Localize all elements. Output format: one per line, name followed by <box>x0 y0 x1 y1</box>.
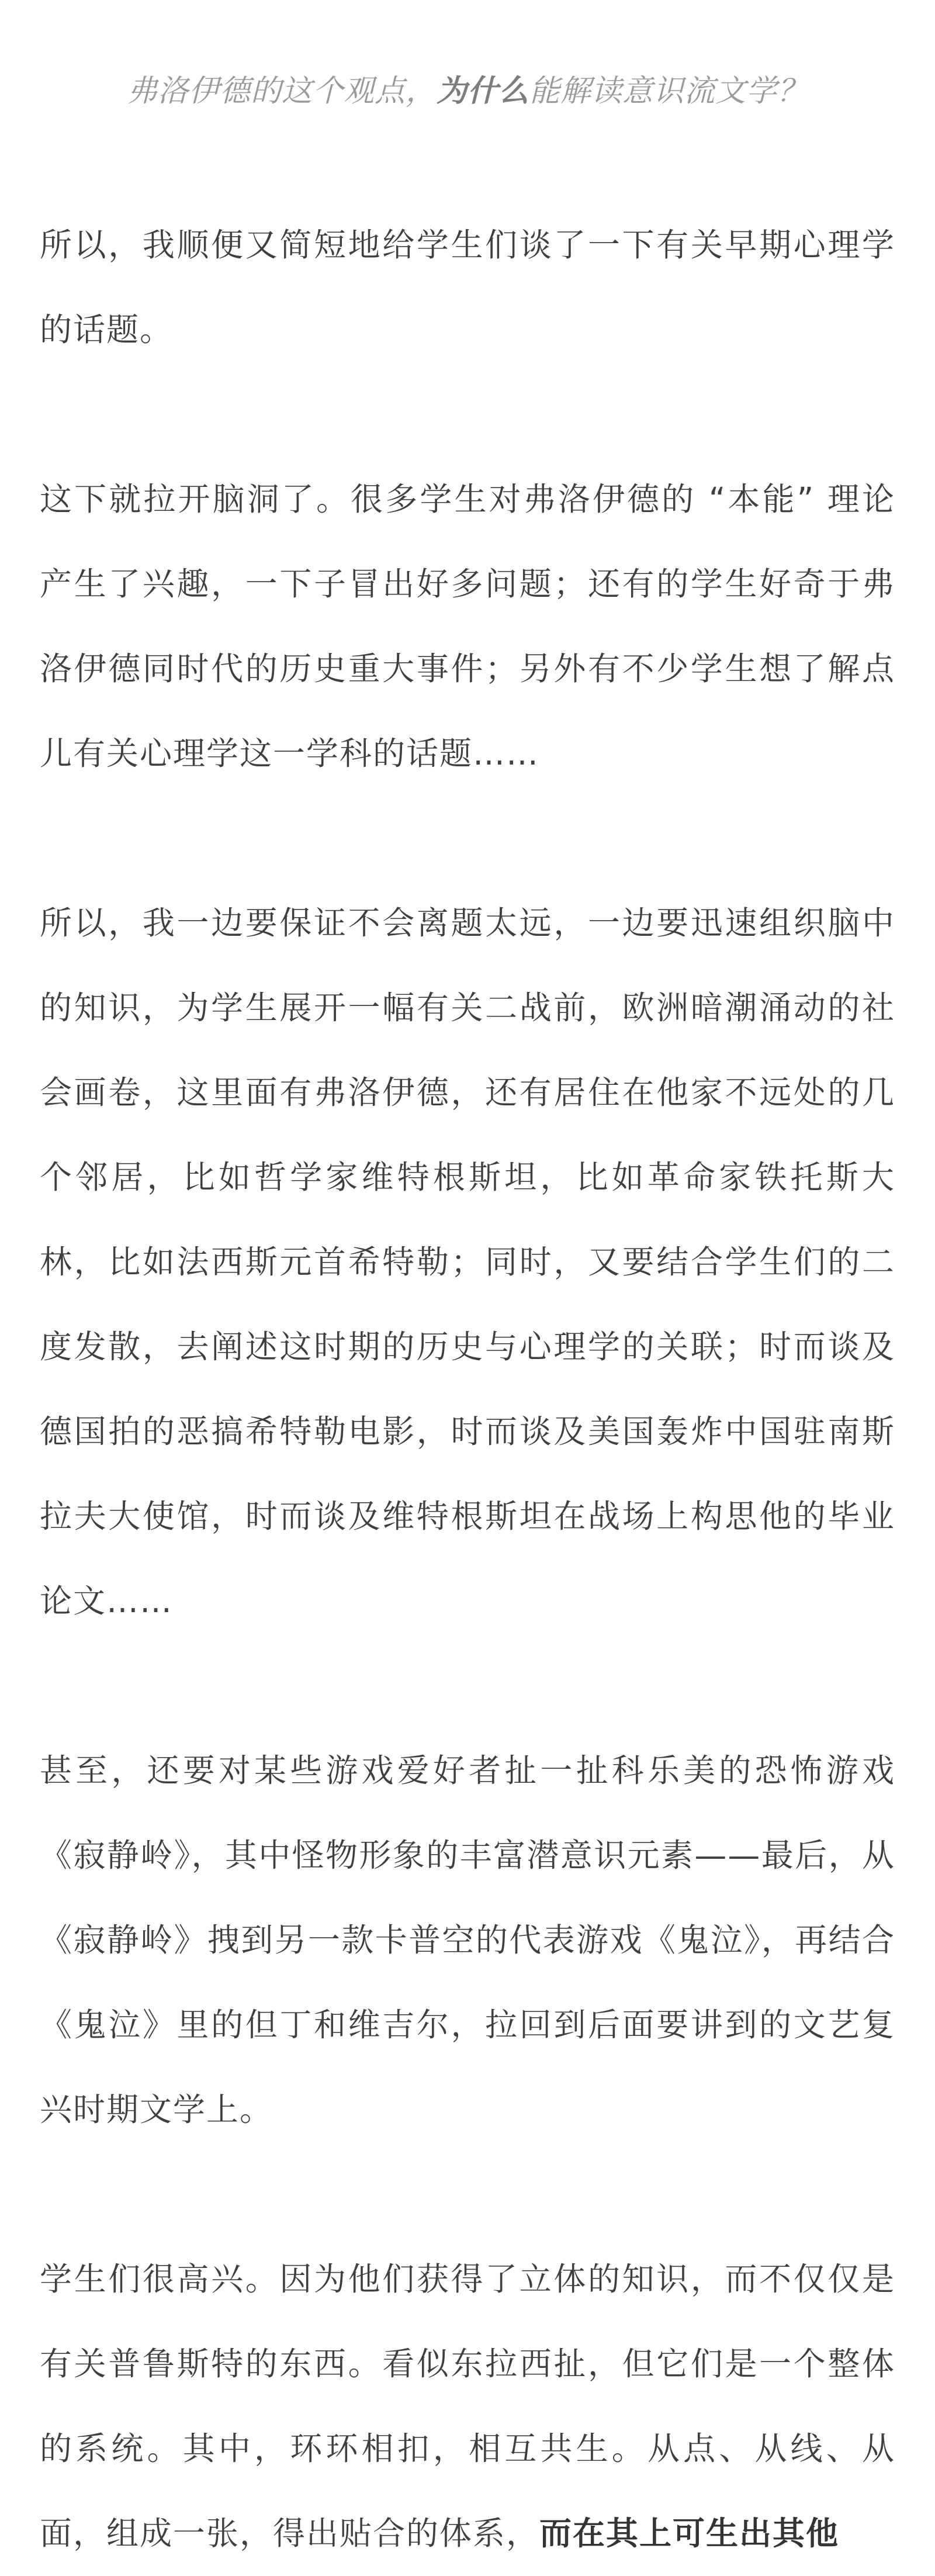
article-body <box>40 0 895 2576</box>
caption-text-end: 能解读意识流文学？ <box>529 74 809 109</box>
image-caption <box>40 70 895 112</box>
paragraph-historical-context: 所以，我一边要保证不会离题太远，一边要迅速组织脑中的知识，为学生展开一幅有关二战前，欧洲暗潮涌动的社会画卷，这里面有弗洛伊德，还有居住在他家不远处的几个邻居，比如哲学家维特根斯坦，比如革命家铁托斯大林，比如法西斯元首希特勒；同时，又要结合学生们的二度发散，去阐述这时期的历史与心理学的关联；时而谈及德国拍的恶搞希特勒电影，时而谈及美国轰炸中国驻南斯拉夫大使馆，时而谈及维特根斯坦在战场上构思他的毕业论文…… <box>40 904 895 1620</box>
conclusion-text: 学生们很高兴。因为他们获得了立体的知识，而不仅仅是有关普鲁斯特的东西。看似东拉西扯，但它们是一个整体的系统。其中，环环相扣，相互共生。从点、从线、从面，组成一张，得出贴合的体系， <box>40 2260 895 2552</box>
caption-text-start: 弗洛伊德的这个观点， <box>126 74 437 109</box>
paragraph-student-curiosity: 这下就拉开脑洞了。很多学生对弗洛伊德的 “本能” 理论产生了兴趣，一下子冒出好多问题；还有的学生好奇于弗洛伊德同时代的历史重大事件；另外有不少学生想了解点儿有关心理学这一学科的话题…… <box>40 480 895 772</box>
caption-emphasis: 为什么 <box>436 74 529 109</box>
paragraph-early-psychology: 所以，我顺便又简短地给学生们谈了一下有关早期心理学的话题。 <box>40 226 895 348</box>
paragraph-conclusion <box>40 2237 895 2576</box>
paragraph-game-references: 甚至，还要对某些游戏爱好者扯一扯科乐美的恐怖游戏《寂静岭》，其中怪物形象的丰富潜意识元素——最后，从《寂静岭》拽到另一款卡普空的代表游戏《鬼泣》，再结合《鬼泣》里的但丁和维吉尔，拉回到后面要讲到的文艺复兴时期文学上。 <box>40 1752 895 2128</box>
conclusion-emphasis: 而在其上可生出其他 <box>539 2515 840 2552</box>
